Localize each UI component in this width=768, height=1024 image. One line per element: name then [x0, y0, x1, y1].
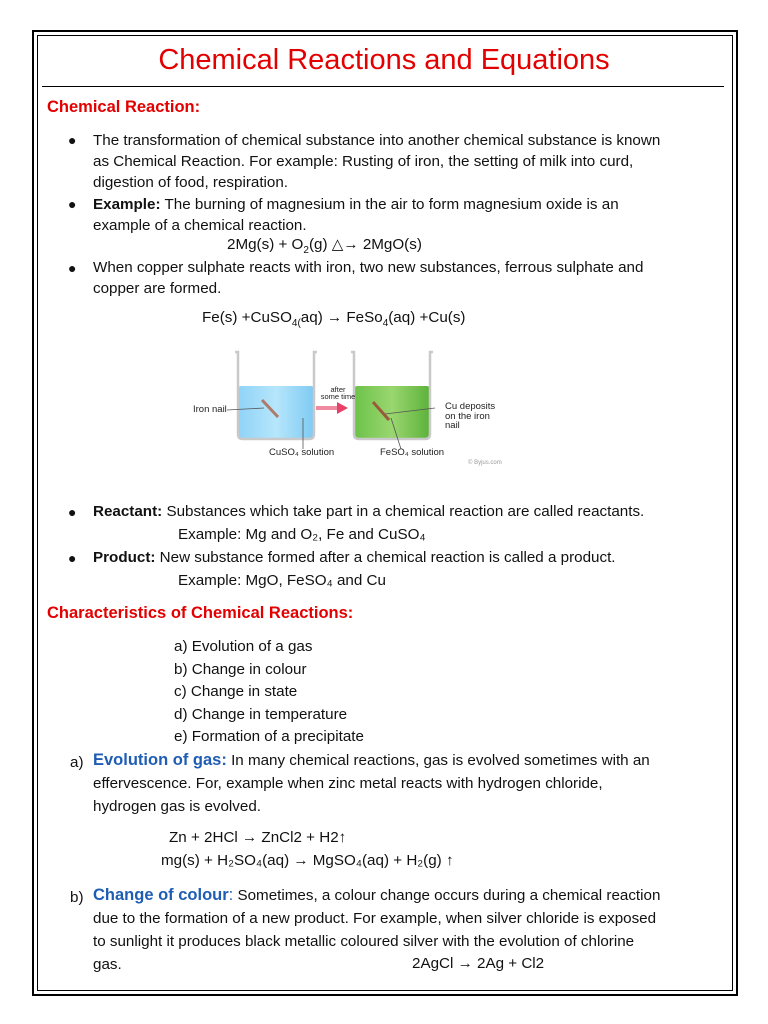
- product-example: Example: MgO, FeSO₄ and Cu: [178, 572, 386, 589]
- bullet-icon: ●: [68, 260, 77, 276]
- beaker-feso4: [351, 352, 433, 439]
- image-credit: © Byjus.com: [468, 460, 502, 466]
- equation-zinc: Zn + 2HCl → ZnCl2 + H2↑: [169, 829, 347, 846]
- definition-line-2: as Chemical Reaction. For example: Rusting of iron, the setting of milk into curd,: [93, 153, 634, 170]
- list-item: d) Change in temperature: [174, 705, 348, 723]
- bullet-text-definition: [93, 130, 733, 193]
- bullet-text-example: [93, 194, 733, 236]
- evolution-marker: a): [70, 754, 84, 771]
- beaker-cuso4: [235, 352, 317, 439]
- label-cu-deposits: Cu deposits on the iron nail: [445, 401, 496, 431]
- title-underline: [42, 86, 724, 87]
- product-definition: Product: New substance formed after a chemical reaction is called a product.: [93, 549, 616, 566]
- example-label: Example:: [93, 196, 161, 213]
- bullet-icon: ●: [68, 132, 77, 148]
- label-after-some-time: after some time: [320, 385, 356, 401]
- label-cuso4-solution: CuSO₄ solution: [269, 447, 335, 458]
- section-heading-chemical-reaction: Chemical Reaction:: [47, 98, 201, 116]
- definition-line-3: digestion of food, respiration.: [93, 174, 289, 191]
- bullet-icon: ●: [68, 196, 77, 212]
- copper-line-2: copper are formed.: [93, 280, 222, 297]
- colour-paragraph: Change of colour: Sometimes, a colour change occurs during a chemical reaction due to the formation of a new product. For example, when silver chloride is exposed to sunlight it produces black metallic coloured silver with the evolution of chlorine gas.: [93, 886, 661, 973]
- example-line-2: example of a chemical reaction.: [93, 217, 307, 234]
- equation-silver-chloride: 2AgCl → 2Ag + Cl2: [412, 955, 545, 972]
- colour-heading: Change of colour: [93, 886, 229, 904]
- evolution-heading: Evolution of gas:: [93, 751, 227, 769]
- list-item: e) Formation of a precipitate: [174, 728, 364, 745]
- example-line-1: The burning of magnesium in the air to form magnesium oxide is an: [160, 196, 619, 213]
- list-item: a) Evolution of a gas: [174, 638, 313, 655]
- bullet-text-copper-sulphate: [93, 257, 733, 299]
- page-title: Chemical Reactions and Equations: [158, 44, 610, 76]
- colour-marker: b): [70, 889, 84, 906]
- characteristics-list: [174, 636, 364, 749]
- equation-magnesium: $2Mg(s) + O_2(g)$ △→ 2MgO(s): [227, 236, 422, 257]
- bullet-icon: ●: [68, 504, 77, 520]
- definition-line-1: The transformation of chemical substance into another chemical substance is known: [93, 132, 661, 149]
- label-iron-nail: Iron nail: [193, 404, 227, 415]
- evolution-paragraph: Evolution of gas: In many chemical reactions, gas is evolved sometimes with an effervescence. For, example when zinc metal reacts with hydrogen chloride, hydrogen gas is evolved.: [93, 751, 650, 815]
- equation-iron-copper: Fe(s) +CuSO$_{4(}$aq) → FeSo$_4$(aq) +Cu(s): [202, 309, 466, 330]
- section-heading-characteristics: Characteristics of Chemical Reactions:: [47, 604, 354, 622]
- list-item: b) Change in colour: [174, 660, 307, 678]
- reactant-example: Example: Mg and O₂, Fe and CuSO₄: [178, 526, 426, 543]
- equation-magnesium-sulphate: mg(s) + H₂SO₄(aq) → MgSO₄(aq) + H₂(g) ↑: [161, 852, 454, 869]
- list-item: c) Change in state: [174, 683, 298, 700]
- reactant-definition: Reactant: Substances which take part in a chemical reaction are called reactants.: [93, 503, 645, 520]
- copper-line-1: When copper sulphate reacts with iron, two new substances, ferrous sulphate and: [93, 259, 644, 276]
- bullet-icon: ●: [68, 550, 77, 566]
- label-feso4-solution: FeSO₄ solution: [380, 447, 445, 458]
